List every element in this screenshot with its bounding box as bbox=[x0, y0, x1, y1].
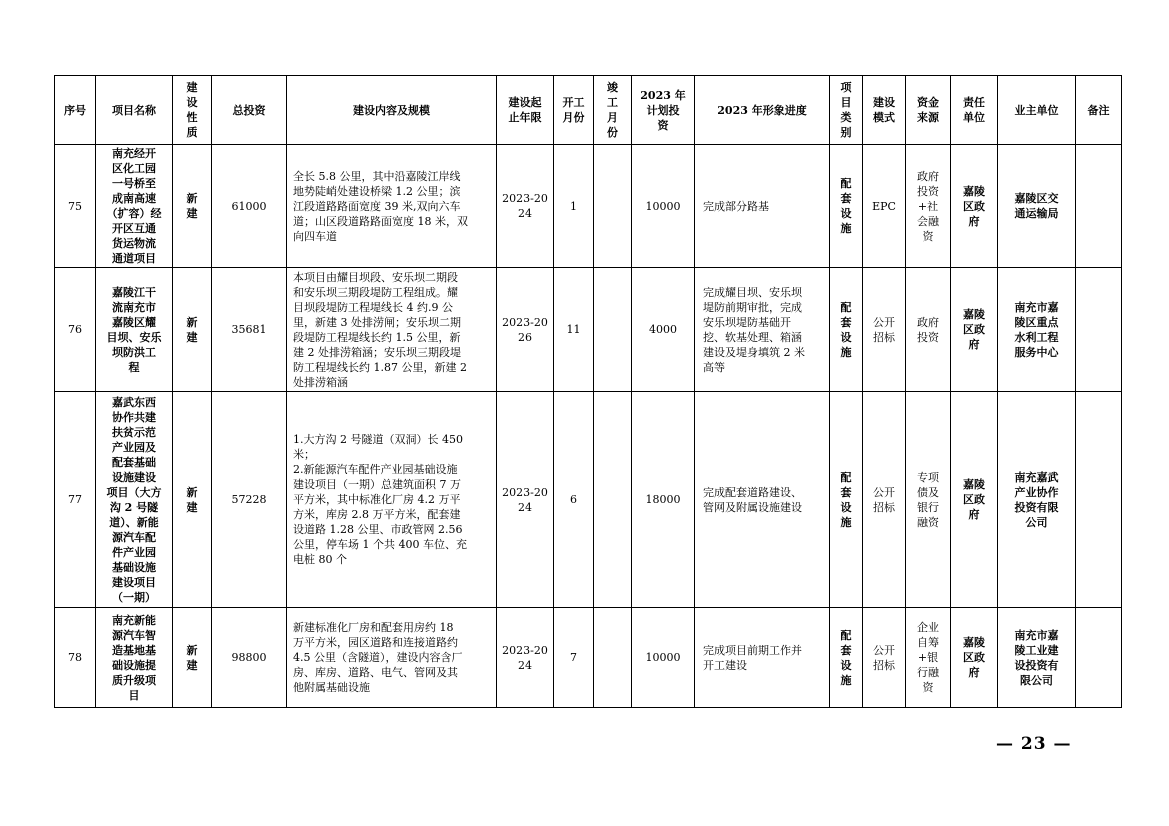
cell-start: 7 bbox=[554, 608, 594, 708]
project-table bbox=[54, 75, 1122, 708]
cell-start: 6 bbox=[554, 392, 594, 608]
table-body bbox=[55, 145, 1122, 708]
cell-invest: 35681 bbox=[212, 268, 287, 392]
cell-fund: 专项 债及 银行 融资 bbox=[906, 392, 951, 608]
header-seq: 序号 bbox=[55, 76, 96, 145]
cell-resp: 嘉陵 区政 府 bbox=[951, 608, 998, 708]
cell-resp: 嘉陵 区政 府 bbox=[951, 268, 998, 392]
cell-invest: 98800 bbox=[212, 608, 287, 708]
cell-name: 嘉武东西 协作共建 扶贫示范 产业园及 配套基础 设施建设 项目（大方 沟 2 号隧 道）、新能 源汽车配 件产业园 基础设施 建设项目 （一期） bbox=[96, 392, 173, 608]
cell-plan: 18000 bbox=[632, 392, 695, 608]
cell-invest: 57228 bbox=[212, 392, 287, 608]
cell-period: 2023-20 26 bbox=[497, 268, 554, 392]
cell-seq: 75 bbox=[55, 145, 96, 268]
cell-category: 配 套 设 施 bbox=[830, 268, 863, 392]
cell-name: 南充经开 区化工园 一号桥至 成南高速 （扩容）经 开区互通 货运物流 通道项目 bbox=[96, 145, 173, 268]
cell-mode: 公开 招标 bbox=[863, 392, 906, 608]
header-nature: 建 设 性 质 bbox=[173, 76, 212, 145]
page-number: — 23 — bbox=[996, 734, 1072, 754]
cell-start: 1 bbox=[554, 145, 594, 268]
cell-content: 1.大方沟 2 号隧道（双洞）长 450 米； 2.新能源汽车配件产业园基础设施 建设项目（一期）总建筑面积 7 万 平方米，其中标准化厂房 4.2 万平 方米，库房 2.8 万平方米，配套建 设道路 1.28 公里、市政管网 2.56 公里，停车场 1 个共 400 车位、充 电桩 80 个 bbox=[287, 392, 497, 608]
cell-finish bbox=[594, 608, 632, 708]
cell-note bbox=[1076, 145, 1122, 268]
table-row bbox=[55, 145, 1122, 268]
cell-owner: 南充市嘉 陵工业建 设投资有 限公司 bbox=[998, 608, 1076, 708]
cell-content: 新建标准化厂房和配套用房约 18 万平方米，园区道路和连接道路约 4.5 公里（含隧道），建设内容含厂 房、库房、道路、电气、管网及其 他附属基础设施 bbox=[287, 608, 497, 708]
cell-note bbox=[1076, 608, 1122, 708]
cell-category: 配 套 设 施 bbox=[830, 608, 863, 708]
header-row bbox=[55, 76, 1122, 145]
table-row bbox=[55, 268, 1122, 392]
cell-note bbox=[1076, 392, 1122, 608]
header-owner: 业主单位 bbox=[998, 76, 1076, 145]
cell-content: 全长 5.8 公里，其中沿嘉陵江岸线 地势陡峭处建设桥梁 1.2 公里；滨 江段道路路面宽度 39 米,双向六车 道；山区段道路路面宽度 18 米，双 向四车道 bbox=[287, 145, 497, 268]
cell-plan: 10000 bbox=[632, 608, 695, 708]
cell-note bbox=[1076, 268, 1122, 392]
table-row bbox=[55, 392, 1122, 608]
header-progress: 2023 年形象进度 bbox=[695, 76, 830, 145]
cell-progress: 完成项目前期工作并 开工建设 bbox=[695, 608, 830, 708]
cell-seq: 78 bbox=[55, 608, 96, 708]
cell-finish bbox=[594, 268, 632, 392]
cell-nature: 新 建 bbox=[173, 608, 212, 708]
cell-resp: 嘉陵 区政 府 bbox=[951, 145, 998, 268]
cell-owner: 南充嘉武 产业协作 投资有限 公司 bbox=[998, 392, 1076, 608]
cell-resp: 嘉陵 区政 府 bbox=[951, 392, 998, 608]
cell-fund: 政府 投资 +社 会融 资 bbox=[906, 145, 951, 268]
header-period: 建设起 止年限 bbox=[497, 76, 554, 145]
header-category: 项 目 类 别 bbox=[830, 76, 863, 145]
cell-progress: 完成部分路基 bbox=[695, 145, 830, 268]
cell-mode: 公开 招标 bbox=[863, 268, 906, 392]
cell-plan: 4000 bbox=[632, 268, 695, 392]
header-resp: 责任 单位 bbox=[951, 76, 998, 145]
cell-nature: 新 建 bbox=[173, 268, 212, 392]
cell-finish bbox=[594, 145, 632, 268]
cell-mode: EPC bbox=[863, 145, 906, 268]
header-name: 项目名称 bbox=[96, 76, 173, 145]
header-plan: 2023 年 计划投 资 bbox=[632, 76, 695, 145]
cell-name: 嘉陵江干 流南充市 嘉陵区耀 目坝、安乐 坝防洪工 程 bbox=[96, 268, 173, 392]
cell-owner: 南充市嘉 陵区重点 水利工程 服务中心 bbox=[998, 268, 1076, 392]
cell-period: 2023-20 24 bbox=[497, 145, 554, 268]
header-fund: 资金 来源 bbox=[906, 76, 951, 145]
cell-category: 配 套 设 施 bbox=[830, 145, 863, 268]
header-content: 建设内容及规模 bbox=[287, 76, 497, 145]
cell-fund: 政府 投资 bbox=[906, 268, 951, 392]
cell-seq: 77 bbox=[55, 392, 96, 608]
cell-period: 2023-20 24 bbox=[497, 392, 554, 608]
cell-plan: 10000 bbox=[632, 145, 695, 268]
cell-start: 11 bbox=[554, 268, 594, 392]
header-start: 开工 月份 bbox=[554, 76, 594, 145]
cell-progress: 完成配套道路建设、 管网及附属设施建设 bbox=[695, 392, 830, 608]
cell-content: 本项目由耀目坝段、安乐坝二期段 和安乐坝三期段堤防工程组成。耀 目坝段堤防工程堤线长 4 约.9 公 里，新建 3 处排涝闸；安乐坝二期 段堤防工程堤线长约 1.5 公里，新 建 2 处排涝箱涵；安乐坝三期段堤 防工程堤线长约 1.87 公里，新建 2 处排涝箱涵 bbox=[287, 268, 497, 392]
cell-finish bbox=[594, 392, 632, 608]
header-note: 备注 bbox=[1076, 76, 1122, 145]
table-row bbox=[55, 608, 1122, 708]
cell-progress: 完成耀目坝、安乐坝 堤防前期审批，完成 安乐坝堤防基础开 挖、软基处理、箱涵 建设及堤身填筑 2 米 高等 bbox=[695, 268, 830, 392]
header-finish: 竣 工 月 份 bbox=[594, 76, 632, 145]
cell-name: 南充新能 源汽车智 造基地基 础设施提 质升级项 目 bbox=[96, 608, 173, 708]
cell-category: 配 套 设 施 bbox=[830, 392, 863, 608]
cell-invest: 61000 bbox=[212, 145, 287, 268]
header-invest: 总投资 bbox=[212, 76, 287, 145]
cell-owner: 嘉陵区交 通运输局 bbox=[998, 145, 1076, 268]
cell-nature: 新 建 bbox=[173, 392, 212, 608]
cell-seq: 76 bbox=[55, 268, 96, 392]
cell-period: 2023-20 24 bbox=[497, 608, 554, 708]
cell-nature: 新 建 bbox=[173, 145, 212, 268]
header-mode: 建设 模式 bbox=[863, 76, 906, 145]
cell-fund: 企业 自筹 +银 行融 资 bbox=[906, 608, 951, 708]
cell-mode: 公开 招标 bbox=[863, 608, 906, 708]
